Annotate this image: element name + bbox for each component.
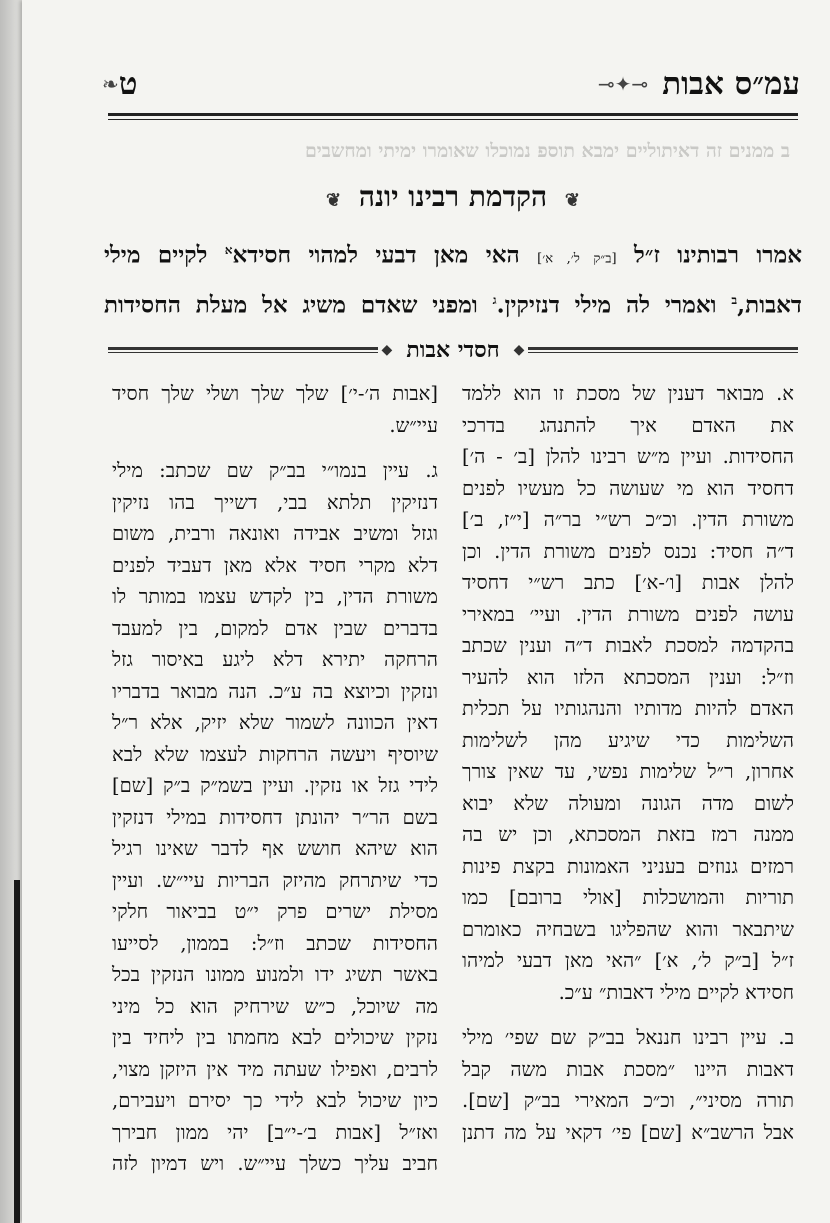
note-alef [462, 378, 794, 1008]
text-line: השלימות כדי שיגיע מהן לשלימות [462, 728, 794, 752]
divider-bar [528, 347, 798, 353]
intro-text: האי מאן דבעי למהוי חסידא [232, 241, 520, 269]
running-head-ornament-icon: ⊸✦⊸ [597, 72, 649, 96]
text-line: תוריות והמושכלות [אולי ברובם] כמו [462, 886, 794, 909]
text-line: דנזיקין תלתא בבי, דשייך בהו נזיקין [112, 490, 438, 514]
text-line: כיון שיכול לבא לידי כך יסירם ויעבירם, [112, 1089, 438, 1112]
text-line: החסידות. ועיין מ״ש רבינו להלן [ב׳ - ה׳] [462, 445, 794, 468]
note-continuation [112, 378, 438, 441]
commentary-divider [108, 335, 798, 365]
text-line: להלן אבות [ו׳-א׳] כתב רש״י דחסיד [462, 571, 794, 594]
intro-text: לקיים מילי [104, 241, 208, 269]
intro-reference: [ב״ק ל׳, א׳] [537, 251, 617, 267]
text-line: לרבים, ואפילו שעתה מיד אין היזקן מצוי, [112, 1057, 438, 1081]
text-line: וגזל ומשיב אבידה ואונאה ורבית, משום [112, 522, 438, 545]
header-rule-thin [108, 119, 798, 120]
page-edge-shadow [14, 880, 20, 1223]
page-number: ט [118, 66, 138, 102]
text-line: חביב עליך כשלך עיי״ש. ויש דמיון לזה [112, 1152, 438, 1175]
text-line: הרחקה יתירא דלא ליגע באיסור גזל [112, 648, 438, 671]
text-line: משורת הדין, בין לקדש עצמו במותר לו [112, 585, 438, 608]
text-line: ב. עיין רבינו חננאל בב״ק שם שפי׳ מילי [462, 1026, 794, 1049]
text-line: האדם להיות מדותיו והנהגותיו על תכלית [462, 697, 794, 720]
text-line: הוא שיהא חושש אף לדבר שאינו רגיל [112, 837, 438, 860]
text-line: ממנה רמז בזאת המסכתא, וכן יש בה [462, 823, 794, 846]
text-line: תורה מסיני״, וכ״כ המאירי בב״ק [שם]. [462, 1089, 794, 1112]
text-line: ונזקין וכיוצא בה ע״כ. הנה מבואר בדבריו [112, 679, 438, 703]
title-ornament-left-icon: ❦ [326, 190, 342, 211]
text-line: בהקדמה למסכת לאבות ד״ה וענין שכתב [462, 634, 794, 657]
divider-bar [108, 347, 378, 353]
bleed-through-text: ב ממנים זה דאיתוליים ימבא תוספ נמוכלו שאומרו ימיתי ומחשבים [304, 140, 790, 162]
text-line: אבל הרשב״א [שם] פי׳ דקאי על מה דתנן [462, 1120, 794, 1144]
text-line: דאבות היינו ״מסכת אבות משה קבל [462, 1057, 794, 1081]
intro-paragraph [104, 230, 802, 325]
text-line: א. מבואר דענין של מסכת זו הוא ללמד [462, 382, 794, 405]
intro-text: אמרו רבותינו ז״ל [633, 241, 802, 269]
note-gimel [112, 455, 438, 1180]
text-line: לשום מדה הגונה ומעולה שלא יבוא [462, 791, 794, 815]
section-title [108, 180, 798, 214]
divider-ornament-icon: ◆ [513, 342, 525, 358]
text-line: ד״ה חסיד: נכנס לפנים משורת הדין. וכן [462, 539, 794, 563]
text-line: עיי״ש. [389, 413, 438, 437]
footnote-marker: ב [731, 292, 738, 307]
text-line: באשר תשיג ידו ולמנוע ממונו הנזקין בכל [112, 963, 438, 986]
intro-line-2 [104, 280, 802, 326]
text-line: את האדם איך להתנהג בדרכי [462, 413, 794, 437]
page-number-ornament-icon: ❧ [102, 72, 119, 96]
text-line: שיתבאר והוא שהפליגו בשבחיה כאומרם [462, 917, 794, 941]
commentary-title: חסדי אבות [406, 337, 500, 363]
text-line: מה שיוכל, כ״ש שירחיק הוא כל מיני [112, 994, 438, 1018]
title-ornament-right-icon: ❦ [564, 190, 580, 211]
divider-ornament-icon: ◆ [381, 342, 393, 358]
text-line: שיוסיף ויעשה הרחקות לעצמו שלא לבא [112, 742, 438, 766]
text-line: [אבות ה׳-י׳] שלך שלך ושלי שלך חסיד [112, 382, 438, 405]
text-line: דאין הכוונה לשמור שלא יזיק, אלא ר״ל [112, 711, 438, 734]
text-line: כדי שיתרחק מהיזק הבריות עיי״ש. ועיין [112, 868, 438, 892]
text-line: חסידא לקיים מילי דאבות״ ע״כ. [558, 980, 794, 1004]
text-line: החסידות שכתב וז״ל: בממון, לסייעו [112, 931, 438, 955]
text-line: בשם הר״ר יהונתן דחסידות במילי דנזקין [112, 805, 438, 829]
intro-text: ומפני שאדם משיג אל מעלת החסידות [104, 291, 478, 319]
intro-text: ואמרי לה מילי דנזיקין. [496, 291, 717, 319]
section-title-text: הקדמת רבינו יונה [358, 180, 548, 213]
intro-text: דאבות, [737, 291, 802, 319]
commentary-column-left [112, 378, 438, 1194]
text-line: רמזים גנוזים בעניני האמונות בקצת פינות [462, 854, 794, 878]
text-line: לידי גזל או נזקין. ועיין בשמ״ק ב״ק [שם] [112, 774, 438, 797]
text-line: ואז״ל [אבות ב׳-י״ב] יהי ממון חבירך [112, 1120, 438, 1144]
text-line: ז״ל [ב״ק ל׳, א׳] ״האי מאן דבעי למיהו [462, 949, 794, 972]
text-line: בדברים שבין אדם למקום, בין למעבד [112, 616, 438, 640]
text-line: נזקין שיכולים לבא מחמתו בין ליחיד בין [112, 1026, 438, 1049]
footnote-marker: א [224, 243, 233, 257]
commentary-column-right [462, 378, 794, 1162]
text-line: מסילת ישרים פרק י״ט בביאור חלקי [112, 900, 438, 923]
running-head [100, 62, 800, 106]
text-line: דלא מקרי חסיד אלא מאן דעביד לפנים [112, 553, 438, 577]
footnote-marker: ג [492, 292, 497, 307]
text-line: ג. עיין בנמו״י בב״ק שם שכתב: מילי [112, 459, 438, 482]
text-line: וז״ל: וענין המסכתא הלזו הוא להעיר [462, 665, 794, 689]
text-line: דחסיד הוא מי שעושה כל מעשיו לפנים [462, 476, 794, 500]
intro-line-1 [104, 230, 802, 280]
text-line: אחרון, ר״ל שלימות נפשי, עד שאין צורך [462, 760, 794, 783]
text-line: משורת הדין. וכ״כ רש״י בר״ה [י״ז, ב׳] [462, 508, 794, 531]
text-line: עושה לפנים משורת הדין. ועיי׳ במאירי [462, 602, 794, 626]
running-head-title: עמ״ס אבות [662, 66, 800, 102]
note-bet [462, 1022, 794, 1148]
header-rule-thick [108, 113, 798, 116]
